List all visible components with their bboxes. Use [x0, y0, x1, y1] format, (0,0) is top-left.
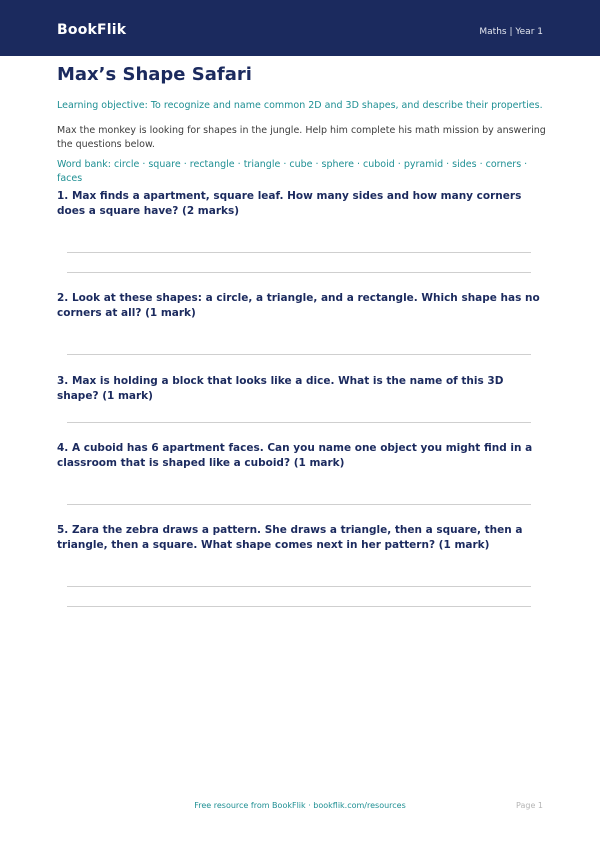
- answer-line[interactable]: [67, 606, 531, 607]
- answer-line[interactable]: [67, 422, 531, 423]
- word-bank: Word bank: circle · square · rectangle · triangle · cube · sphere · cuboid · pyramid · sides · corners · faces: [57, 159, 528, 184]
- intro-text: Max the monkey is looking for shapes in the jungle. Help him complete his math mission by answering the questions below.: [57, 125, 546, 150]
- learning-objective: Learning objective: To recognize and name common 2D and 3D shapes, and describe their properties.: [57, 100, 543, 111]
- page-number: Page 1: [516, 801, 543, 810]
- worksheet-title: Max’s Shape Safari: [57, 64, 252, 85]
- footer-credit: Free resource from BookFlik · bookflik.com/resources: [194, 801, 406, 810]
- question-1: 1. Max finds a apartment, square leaf. How many sides and how many corners does a square have? (2 marks): [57, 190, 522, 217]
- subject-year-label: Maths | Year 1: [479, 27, 543, 37]
- question-5: 5. Zara the zebra draws a pattern. She draws a triangle, then a square, then a triangle, then a square. What shape comes next in her pattern? (1 mark): [57, 524, 523, 551]
- answer-line[interactable]: [67, 252, 531, 253]
- question-2: 2. Look at these shapes: a circle, a triangle, and a rectangle. Which shape has no corners at all? (1 mark): [57, 292, 540, 319]
- answer-line[interactable]: [67, 354, 531, 355]
- answer-line[interactable]: [67, 586, 531, 587]
- question-4: 4. A cuboid has 6 apartment faces. Can you name one object you might find in a classroom that is shaped like a cuboid? (1 mark): [57, 442, 533, 469]
- question-3: 3. Max is holding a block that looks like a dice. What is the name of this 3D shape? (1 mark): [57, 375, 504, 402]
- answer-line[interactable]: [67, 504, 531, 505]
- page-header: [0, 0, 600, 56]
- brand-logo-text: BookFlik: [57, 22, 127, 38]
- answer-line[interactable]: [67, 272, 531, 273]
